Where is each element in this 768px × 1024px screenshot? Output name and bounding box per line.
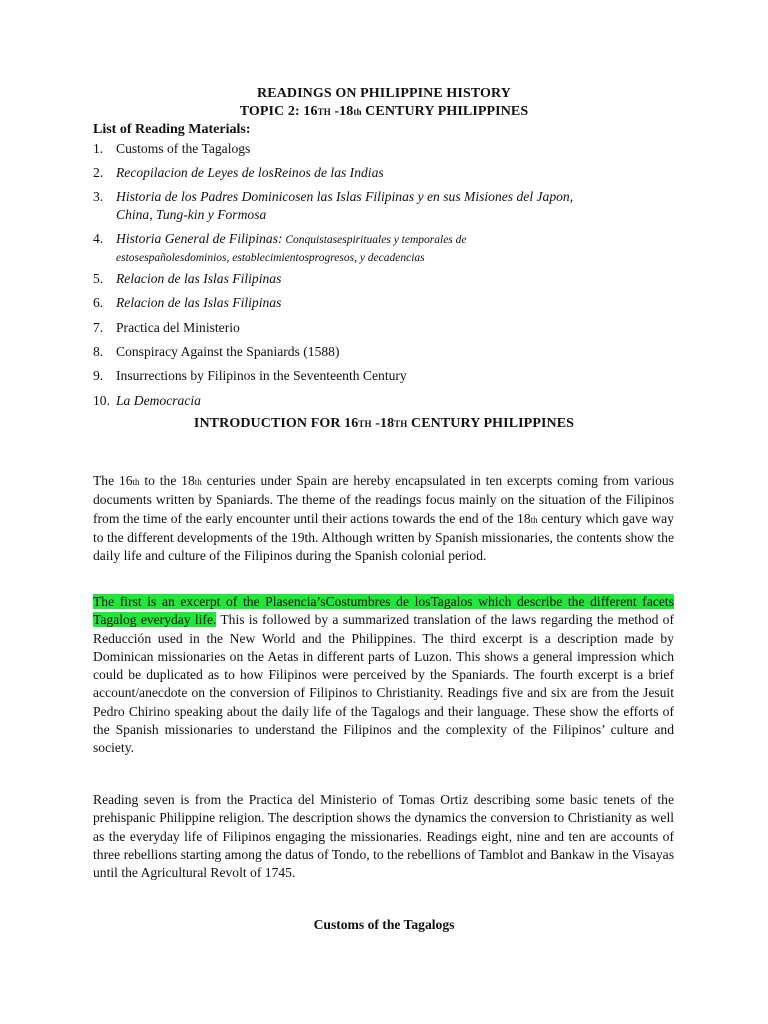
intro-paragraph-3: Reading seven is from the Practica del Ministerio of Tomas Ortiz describing some basic tenets of the prehispanic Philippine religion. The description shows the dynamics the conversion to Christianity as well as the everyday life of Filipinos engaging the missionaries. Readings eight, nine and ten are accounts of three rebellions starting among the datus of Tondo, to the rebellions of Tamblot and Bankaw in the Visayas until the Agricultural Revolt of 1745. <box>93 792 674 881</box>
highlighted-text: The first is an excerpt of the Plasencia’sCostumbres de losTagalos which describe the different facets Tagalog everyday life. <box>93 594 674 628</box>
topic-title: TOPIC 2: 16TH -18th CENTURY PHILIPPINES <box>239 104 529 119</box>
intro-paragraph-2: The first is an excerpt of the Plasencia’sCostumbres de losTagalos which describe the different facets Tagalog everyday life. This is followed by a summarized translation of the laws regarding the method of Reducción used in the New World and the Philippines. The third excerpt is a description made by Dominican missionaries on the Aetas in different parts of Luzon. This shows a general impression which could be duplicated as to how Filipinos were perceived by the Spaniards. The fourth excerpt is a brief account/anecdote on the conversion of Filipinos to Christianity. Readings five and six are from the Jesuit Pedro Chirino speaking about the daily life of the Tagalogs and their language. These show the efforts of the Spanish missionaries to understand the Filipinos and the complexity of the Filipinos’ culture and society. <box>93 594 674 756</box>
section-heading: Customs of the Tagalogs <box>313 917 455 932</box>
reading-list-heading: List of Reading Materials: <box>93 122 251 137</box>
intro-paragraph-1: The 16th to the 18th centuries under Spain are hereby encapsulated in ten excerpts coming from various documents written by Spaniards. The theme of the readings focus mainly on the situation of the Filipinos from the time of the early encounter until their actions towards the end of the 18th century which gave way to the different developments of the 19th. Although written by Spanish missionaries, the contents show the daily life and culture of the Filipinos during the Spanish colonial period. <box>93 473 674 564</box>
document-title: READINGS ON PHILIPPINE HISTORY <box>257 86 511 101</box>
document-page: READINGS ON PHILIPPINE HISTORY TOPIC 2: 16TH -18th CENTURY PHILIPPINES List of Reading Materials: 1. Customs of the Tagalogs 2. Recopilacion de Leyes de losReinos de las Indias 3. Historia de los Padres Dominicosen las Islas Filipinas y en sus Misiones del Japon, China, Tung-kin y Formosa 4. Historia General de Filipinas: Conquistasespirituales y temporales de estosespañolesdominios, establecimientosprogresos, y decadencias 5. Relacion de las Islas Filipinas 6. Relacion de las Islas Filipinas 7. Practica del Ministerio 8. Conspiracy Against the Spaniards (1588) 9. Insurrections by Filipinos in the Seventeenth Century 10. La Democracia INTRODUCTION FOR 16TH -18TH CENTURY PHILIPPINES The 16th to the 18th centuries under Spain are hereby encapsulated in ten excerpts coming from various documents written by Spaniards. The theme of the readings focus mainly on the situation of the Filipinos from the time of the early encounter until their actions towards the end of the 18th century which gave way to the different developments of the 19th. Although written by Spanish missionaries, the contents show the daily life and culture of the Filipinos during the Spanish colonial period. The first is an excerpt of the Plasencia’sCostumbres de losTagalos which describe the different facets Tagalog everyday life. This is followed by a summarized translation of the laws regarding the method of Reducción used in the New World and the Philippines. The third excerpt is a description made by Dominican missionaries on the Aetas in different parts of Luzon. This shows a general impression which could be duplicated as to how Filipinos were perceived by the Spaniards. The fourth excerpt is a brief account/anecdote on the conversion of Filipinos to Christianity. Readings five and six are from the Jesuit Pedro Chirino speaking about the daily life of the Tagalogs and their language. These show the efforts of the Spanish missionaries to understand the Filipinos and the complexity of the Filipinos’ culture and society. Reading seven is from the Practica del Ministerio of Tomas Ortiz describing some basic tenets of the prehispanic Philippine religion. The description shows the dynamics the conversion to Christianity as well as the everyday life of Filipinos engaging the missionaries. Readings eight, nine and ten are accounts of three rebellions starting among the datus of Tondo, to the rebellions of Tamblot and Bankaw in the Visayas until the Agricultural Revolt of 1745. Customs of the Tagalogs <box>0 0 768 1024</box>
introduction-heading: INTRODUCTION FOR 16TH -18TH CENTURY PHILIPPINES <box>193 416 575 431</box>
